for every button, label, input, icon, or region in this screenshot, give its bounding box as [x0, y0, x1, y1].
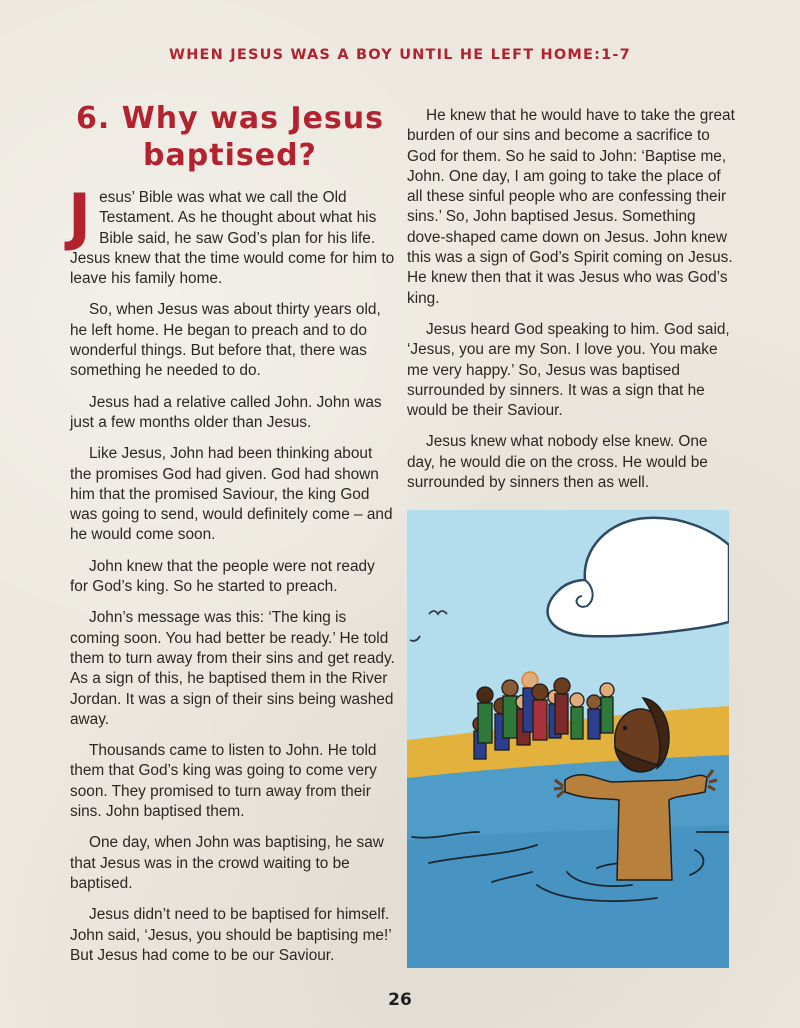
page-title: 6. Why was Jesus baptised?: [75, 101, 384, 173]
paragraph: Jesus knew what nobody else knew. One day, he would die on the cross. He would be surrounded by sinners then as well.: [407, 433, 708, 492]
paragraph: Thousands came to listen to John. He told them that God’s king was going to come very soon. They promised to turn away from their sins. John baptised them.: [70, 742, 377, 821]
running-head: WHEN JESUS WAS A BOY UNTIL HE LEFT HOME:1-7: [169, 47, 631, 63]
paragraph: John knew that the people were not ready for God’s king. So he started to preach.: [70, 557, 375, 596]
paragraph: Jesus heard God speaking to him. God said, ‘Jesus, you are my Son. I love you. You make me very happy.’ So, Jesus was baptised surrounded by sinners. It was a sign that he would be their Saviour.: [407, 320, 730, 420]
dropcap: J: [68, 180, 92, 253]
paragraph: Jesus didn’t need to be baptised for himself. John said, ‘Jesus, you should be baptising me!’ But Jesus had come to be our Saviour.: [70, 906, 392, 964]
right-column: [407, 106, 735, 504]
left-column: [68, 180, 396, 977]
paragraph: So, when Jesus was about thirty years old, he left home. He began to preach and to do wonderful things. But before that, there was something he needed to do.: [70, 301, 381, 380]
paragraph: Jesus had a relative called John. John was just a few months older than Jesus.: [70, 393, 382, 431]
paragraph: He knew that he would have to take the great burden of our sins and become a sacrifice to God for them. So he said to John: ‘Baptise me, John. One day, I am going to take the place of all these sinful people who are confessing their sins.’ So, John baptised Jesus. Something dove-shaped came down on Jesus. John knew this was a sign of God’s Spirit coming on Jesus. He knew then that it was Jesus who was God’s king.: [407, 107, 735, 307]
paragraph: Like Jesus, John had been thinking about the promises God had given. God had shown him that the promised Saviour, the king God was going to send, would definitely come – and he would come soon.: [70, 445, 393, 544]
paragraph: One day, when John was baptising, he saw that Jesus was in the crowd waiting to be baptised.: [70, 834, 384, 892]
paragraph: John’s message was this: ‘The king is coming soon. You had better be ready.’ He told them to turn away from their sins and get ready. As a sign of this, he baptised them in the River Jordan. It was a sign of their sins being washed away.: [70, 609, 395, 728]
baptism-illustration: [407, 510, 729, 968]
page-number: 26: [388, 990, 412, 1010]
paragraph-1: Jesus’ Bible was what we call the Old Testament. As he thought about what his Bible said, he saw God’s plan for his life. Jesus knew that the time would come for him to leave his family home.: [68, 180, 395, 288]
